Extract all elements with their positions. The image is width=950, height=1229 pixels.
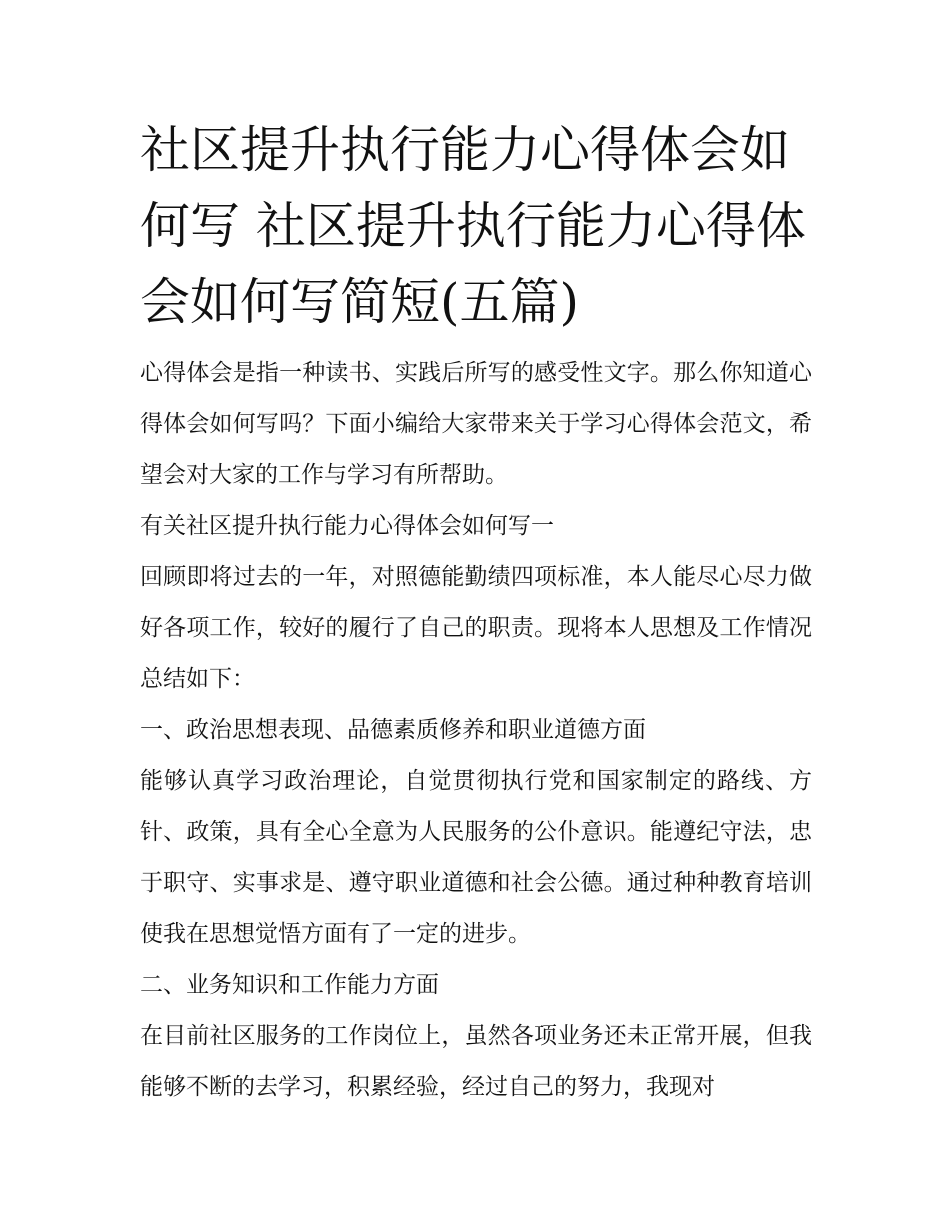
document-title: 社区提升执行能力心得体会如何写 社区提升执行能力心得体会如何写简短(五篇)	[140, 121, 806, 331]
document-page	[140, 112, 812, 1113]
paragraph-business: 在目前社区服务的工作岗位上，虽然各项业务还未正常开展，但我能够不断的去学习，积累经验，经过自己的努力，我现对	[140, 1023, 812, 1100]
section-heading-one: 有关社区提升执行能力心得体会如何写一	[140, 513, 554, 539]
paragraph-review: 回顾即将过去的一年，对照德能勤绩四项标准，本人能尽心尽力做好各项工作，较好的履行了自己的职责。现将本人思想及工作情况总结如下：	[140, 564, 812, 692]
section-heading-politics: 一、政治思想表现、品德素质修养和职业道德方面	[140, 717, 646, 743]
section-heading-business: 二、业务知识和工作能力方面	[140, 972, 439, 998]
paragraph-intro: 心得体会是指一种读书、实践后所写的感受性文字。那么你知道心得体会如何写吗？下面小编给大家带来关于学习心得体会范文，希望会对大家的工作与学习有所帮助。	[140, 360, 812, 488]
paragraph-politics: 能够认真学习政治理论，自觉贯彻执行党和国家制定的路线、方针、政策，具有全心全意为人民服务的公仆意识。能遵纪守法，忠于职守、实事求是、遵守职业道德和社会公德。通过种种教育培训使我在思想觉悟方面有了一定的进步。	[140, 768, 812, 947]
